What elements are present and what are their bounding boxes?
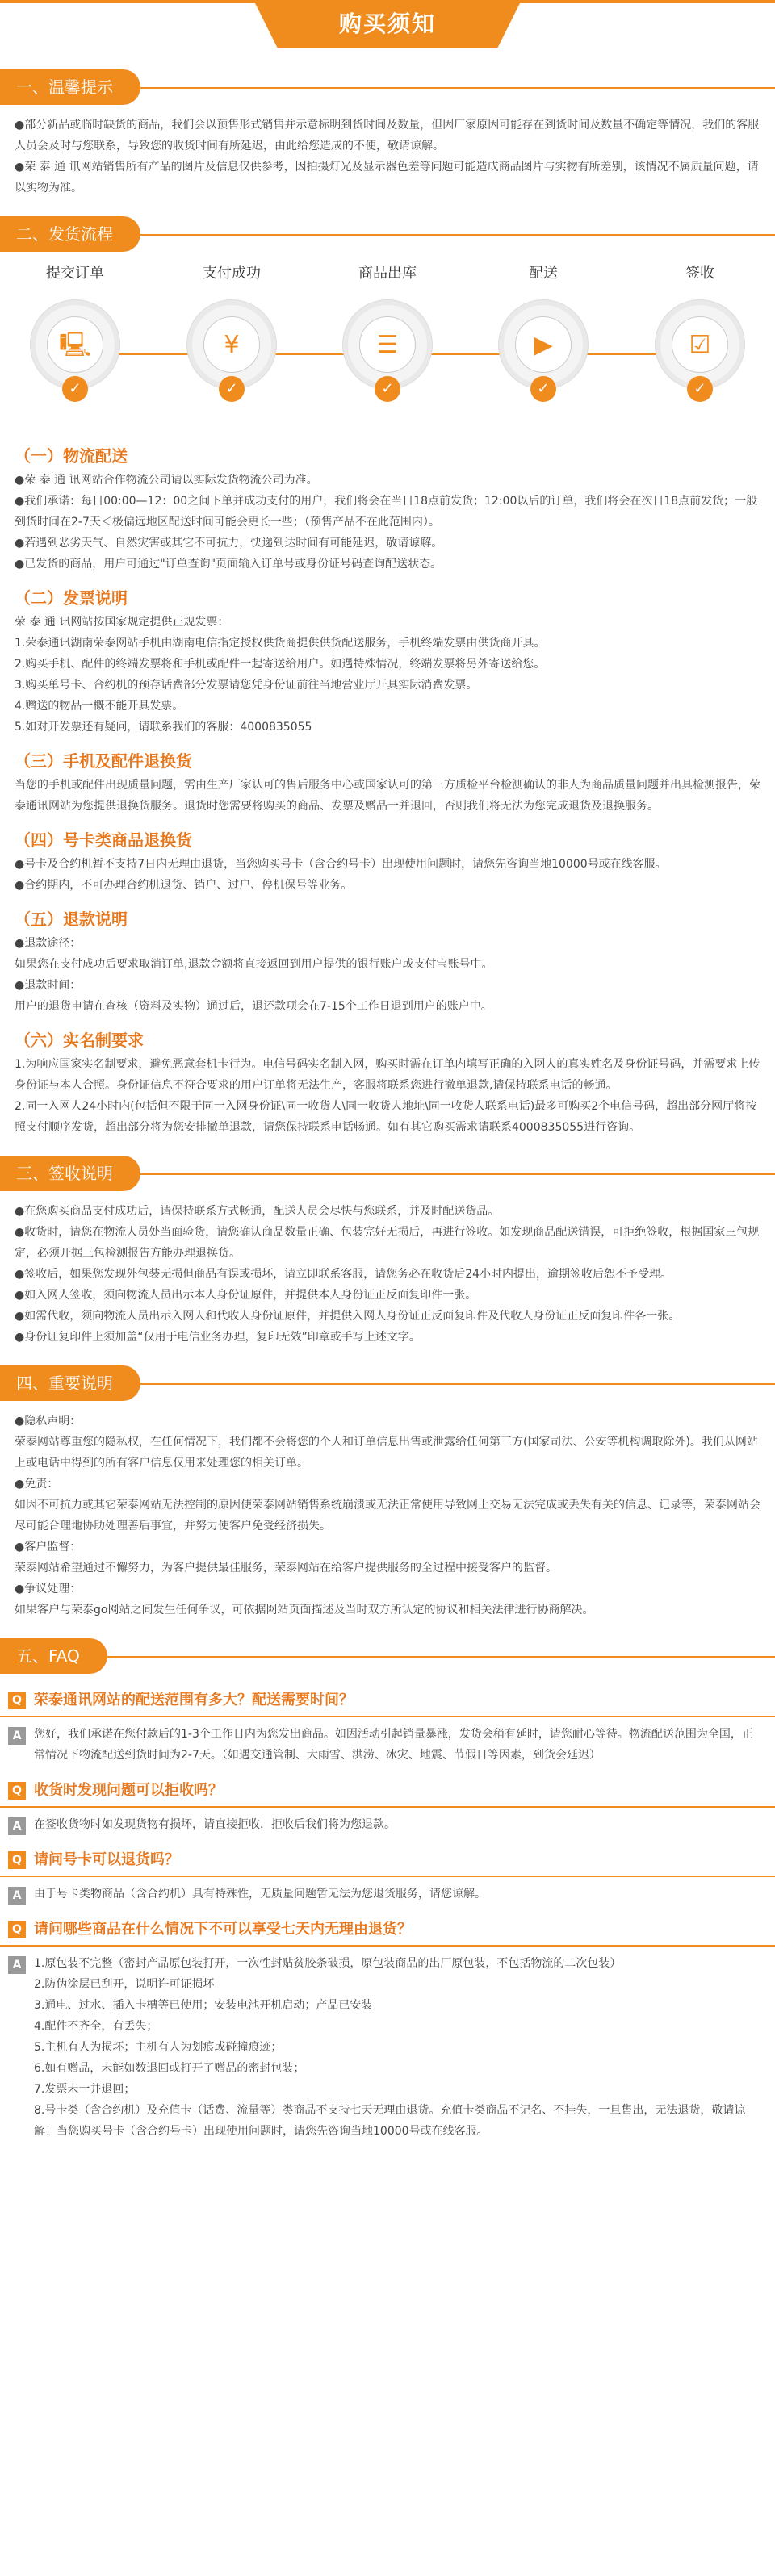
logistics-line: ●已发货的商品，用户可通过"订单查询"页面输入订单号或身份证号码查询配送状态。 (15, 558, 442, 571)
page-title: 购买须知 (278, 3, 497, 48)
invoice-line: 荣 泰 通 讯网站按国家规定提供正规发票： (15, 616, 229, 629)
faq-answer-line: 由于号卡类物商品（含合约机）具有特殊性，无质量问题暂无法为您退货服务，请您谅解。 (34, 1888, 486, 1901)
faq-question-text: 收货时发现问题可以拒收吗？ (34, 1782, 223, 1799)
section-receipt-header (0, 1156, 775, 1193)
truck-icon: ▶ (534, 331, 553, 359)
computer-icon: 🖳 (58, 331, 92, 359)
receipt-line: ●收货时，请您在物流人员处当面验货，请您确认商品数量正确、包装完好无损后，再进行签收。如发现商品配送错误，可拒绝签收，根据国家三包规定，必须开据三包检测报告方能办理退换货。 (15, 1226, 760, 1260)
question-icon: Q (8, 1692, 26, 1709)
receipt-line: ●在您购买商品支付成功后，请保持联系方式畅通，配送人员会尽快与您联系，并及时配送货品。 (15, 1205, 500, 1218)
faq-answer-line: 6.如有赠品，未能如数退回或打开了赠品的密封包装； (34, 2062, 305, 2075)
section-flow-header (0, 216, 775, 253)
flow-step-circle (31, 300, 119, 397)
answer-icon: A (8, 1887, 26, 1905)
cart-icon: ☰ (376, 331, 399, 359)
invoice-line: 4.赠送的物品一概不能开具发票。 (15, 700, 184, 713)
tips-line: ●荣 泰 通 讯网站销售所有产品的图片及信息仅供参考，因拍摄灯光及显示器色差等问题可能造成商品图片与实物有所差别，该情况不属质量问题，请以实物为准。 (15, 161, 759, 194)
faq-question (0, 1916, 775, 1947)
faq-answer-line: 2.防伪涂层已刮开，说明许可证损坏 (34, 1978, 215, 1991)
flow-step-sign (639, 261, 760, 397)
faq-answer (0, 1724, 775, 1766)
flow-step-label: 签收 (685, 265, 714, 282)
faq-question (0, 1777, 775, 1808)
important-line: 如果客户与荣泰go网站之间发生任何争议，可依据网站页面描述及当时双方所认定的协议和相关法律进行协商解决。 (15, 1604, 594, 1616)
faq-question-text: 请问号卡可以退货吗？ (34, 1851, 179, 1868)
flow-step-outbound (327, 261, 448, 397)
invoice-content (0, 612, 775, 738)
sim-title: （四）号卡类商品退换货 (15, 830, 192, 850)
faq-answer-line: 4.配件不齐全，有丢失； (34, 2020, 158, 2033)
faq-answer-line: 您好，我们承诺在您付款后的1-3个工作日内为您发出商品。如因活动引起销量暴涨，发货会稍有延时，请您耐心等待。物流配送范围为全国，正常情况下物流配送到货时间为2-7天。（如遇交通管制、大雨雪、洪涝、冰灾、地震、节假日等因素，到货会延迟） (34, 1728, 753, 1762)
logistics-line: ●荣 泰 通 讯网站合作物流公司请以实际发货物流公司为准。 (15, 474, 318, 487)
refund-line: ●退款途径： (15, 937, 82, 950)
logistics-title: （一）物流配送 (15, 446, 128, 466)
refund-line: 如果您在支付成功后要求取消订单,退款金额将直接返回到用户提供的银行账户或支付宝账号中。 (15, 958, 493, 971)
section-faq-header (0, 1638, 775, 1675)
flow-step-label: 配送 (529, 265, 558, 282)
flow-step-delivery (483, 261, 604, 397)
important-line: 如因不可抗力或其它荣泰网站无法控制的原因使荣泰网站销售系统崩溃或无法正常使用导致网上交易无法完成或丢失有关的信息、记录等，荣泰网站会尽可能合理地协助处理善后事宜，并努力使客户免受经济损失。 (15, 1499, 760, 1533)
flow-step-label: 提交订单 (46, 265, 104, 282)
clipboard-icon: ☑ (689, 331, 711, 359)
faq-answer-line: 5.主机有人为损坏；主机有人为划痕或碰撞痕迹； (34, 2041, 283, 2054)
returns-title: （三）手机及配件退换货 (15, 751, 192, 771)
flow-step-submit (15, 261, 136, 397)
realname-content (0, 1054, 775, 1138)
section-tips-header (0, 69, 775, 107)
logistics-line: ●我们承诺：每日00:00—12：00之间下单并成功支付的用户，我们将会在当日18点前发货；12:00以后的订单，我们将会在次日18点前发货；一般到货时间在2-7天＜极偏远地区配送时间可能会更长一些；（预售产品不在此范围内）。 (15, 495, 758, 529)
answer-icon: A (8, 1727, 26, 1745)
section-title: 三、签收说明 (0, 1156, 140, 1191)
invoice-line: 3.购买单号卡、合约机的预存话费部分发票请您凭身份证前往当地营业厅开具实际消费发票。 (15, 679, 478, 692)
section-important-header (0, 1365, 775, 1403)
check-icon: ✓ (219, 376, 245, 402)
question-icon: Q (8, 1851, 26, 1869)
section-title: 五、FAQ (0, 1638, 107, 1674)
receipt-content (0, 1201, 775, 1348)
important-content (0, 1411, 775, 1620)
banner (0, 3, 775, 53)
faq-question (0, 1687, 775, 1717)
flow-step-label: 商品出库 (358, 265, 417, 282)
yuan-hand-icon: ¥ (224, 331, 240, 359)
flow-step-circle (499, 300, 588, 397)
section-title: 一、温馨提示 (0, 69, 140, 105)
faq-answer (0, 1884, 775, 1905)
shipping-flow (0, 261, 775, 431)
question-icon: Q (8, 1782, 26, 1800)
faq-answer-line: 7.发票未一并退回； (34, 2083, 136, 2096)
flow-step-inner (359, 316, 416, 373)
realname-title: （六）实名制要求 (15, 1031, 144, 1050)
faq-question-text: 请问哪些商品在什么情况下不可以享受七天内无理由退货？ (34, 1921, 412, 1938)
faq-answer-line: 8.号卡类（含合约机）及充值卡（话费、流量等）类商品不支持七天无理由退货。充值卡类商品不记名、不挂失，一旦售出，无法退货，敬请谅解！当您购买号卡（含合约号卡）出现使用问题时，请您先咨询当地10000号或在线客服。 (34, 2104, 746, 2138)
section-rule (0, 1656, 775, 1658)
refund-line: 用户的退货申请在查核（资料及实物）通过后，退还款项会在7-15个工作日退到用户的账户中。 (15, 1000, 492, 1013)
flow-step-inner (672, 316, 728, 373)
important-line: ●免责： (15, 1478, 59, 1491)
flow-step-inner (515, 316, 572, 373)
flow-step-label: 支付成功 (203, 265, 261, 282)
flow-step-inner (203, 316, 260, 373)
refund-title: （五）退款说明 (15, 910, 128, 929)
logistics-line: ●若遇到恶劣天气、自然灾害或其它不可抗力，快递到达时间有可能延迟，敬请谅解。 (15, 537, 443, 550)
receipt-line: ●身份证复印件上须加盖“仅用于电信业务办理，复印无效”印章或手写上述文字。 (15, 1331, 421, 1344)
flow-step-circle (187, 300, 276, 397)
check-icon: ✓ (375, 376, 400, 402)
receipt-line: ●如需代收，须向物流人员出示入网人和代收人身份证原件，并提供入网人身份证正反面复印件及代收人身份证正反面复印件各一张。 (15, 1310, 681, 1323)
faq-question (0, 1846, 775, 1877)
logistics-content (0, 470, 775, 575)
important-line: 荣泰网站希望通过不懈努力，为客户提供最佳服务，荣泰网站在给客户提供服务的全过程中接受客户的监督。 (15, 1562, 557, 1574)
invoice-line: 5.如对开发票还有疑问，请联系我们的客服：4000835055 (15, 721, 312, 734)
invoice-line: 2.购买手机、配件的终端发票将和手机或配件一起寄送给用户。如遇特殊情况，终端发票将另外寄送给您。 (15, 658, 546, 671)
faq-answer-line: 3.通电、过水、插入卡槽等已使用；安装电池开机启动；产品已安装 (34, 1999, 373, 2012)
section-title: 四、重要说明 (0, 1365, 140, 1401)
flow-step-inner (47, 316, 103, 373)
realname-line: 1.为响应国家实名制要求，避免恶意套机卡行为。电信号码实名制入网，购买时需在订单内填写正确的入网人的真实姓名及身份证号码，并需要求上传身份证与本人合照。身份证信息不符合要求的用户订单将无法生产，客服将联系您进行撤单退款,请保持联系电话的畅通。 (15, 1058, 760, 1092)
sim-line: ●号卡及合约机暂不支持7日内无理由退货，当您购买号卡（含合约号卡）出现使用问题时，请您先咨询当地10000号或在线客服。 (15, 858, 667, 871)
faq-answer-line: 1.原包装不完整（密封产品原包装打开，一次性封贴贫胶条破损，原包装商品的出厂原包装，不包括物流的二次包装） (34, 1957, 622, 1970)
tips-content (0, 115, 775, 199)
important-line: ●客户监督： (15, 1541, 82, 1554)
answer-icon: A (8, 1817, 26, 1835)
receipt-line: ●签收后，如果您发现外包装无损但商品有误或损坏，请立即联系客服，请您务必在收货后24小时内提出，逾期签收后恕不予受理。 (15, 1268, 672, 1281)
important-line: 荣泰网站尊重您的隐私权，在任何情况下，我们都不会将您的个人和订单信息出售或泄露给任何第三方(国家司法、公安等机构调取除外)。我们从网站上或电话中得到的所有客户信息仅用来处理您的相关订单。 (15, 1436, 758, 1470)
refund-line: ●退款时间： (15, 979, 82, 992)
faq-answer (0, 1814, 775, 1835)
question-icon: Q (8, 1921, 26, 1938)
check-icon: ✓ (530, 376, 556, 402)
faq-answer (0, 1953, 775, 2142)
check-icon: ✓ (62, 376, 88, 402)
check-icon: ✓ (687, 376, 713, 402)
returns-line: 当您的手机或配件出现质量问题，需由生产厂家认可的售后服务中心或国家认可的第三方质检平台检测确认的非人为商品质量问题并出具检测报告，荣泰通讯网站为您提供退换货服务。退货时您需要将购买的商品、发票及赠品一并退回，否则我们将无法为您完成退货及退换服务。 (15, 779, 760, 813)
important-line: ●隐私声明： (15, 1415, 82, 1428)
flow-step-paid (171, 261, 292, 397)
invoice-title: （二）发票说明 (15, 588, 128, 608)
realname-line: 2.同一入网人24小时内(包括但不限于同一入网身份证\同一收货人\同一收货人地址\同一收货人联系电话)最多可购买2个电信号码，超出部分网厅将按照支付顺序发货，超出部分将为您安排撤单退款，请您保持联系电话畅通。如有其它购买需求请联系4000835055进行咨询。 (15, 1100, 757, 1134)
flow-step-circle (656, 300, 744, 397)
sim-line: ●合约期内，不可办理合约机退货、销户、过户、停机保号等业务。 (15, 879, 353, 892)
tips-line: ●部分新品或临时缺货的商品，我们会以预售形式销售并示意标明到货时间及数量，但因厂家原因可能存在到货时间及数量不确定等情况，我们的客服人员会及时与您联系，导致您的收货时间有所延迟，由此给您造成的不便，敬请谅解。 (15, 119, 760, 153)
important-line: ●争议处理： (15, 1583, 82, 1595)
invoice-line: 1.荣泰通讯湖南荣泰网站手机由湖南电信指定授权供货商提供供货配送服务，手机终端发票由供货商开具。 (15, 637, 546, 650)
answer-icon: A (8, 1956, 26, 1974)
refund-content (0, 933, 775, 1017)
faq-question-text: 荣泰通讯网站的配送范围有多大？配送需要时间？ (34, 1692, 354, 1708)
returns-content (0, 775, 775, 817)
receipt-line: ●如入网人签收，须向物流人员出示本人身份证原件，并提供本人身份证正反面复印件一张。 (15, 1289, 477, 1302)
faq-answer-line: 在签收货物时如发现货物有损坏，请直接拒收，拒收后我们将为您退款。 (34, 1818, 396, 1831)
section-title: 二、发货流程 (0, 216, 140, 252)
flow-step-circle (343, 300, 432, 397)
sim-content (0, 854, 775, 896)
